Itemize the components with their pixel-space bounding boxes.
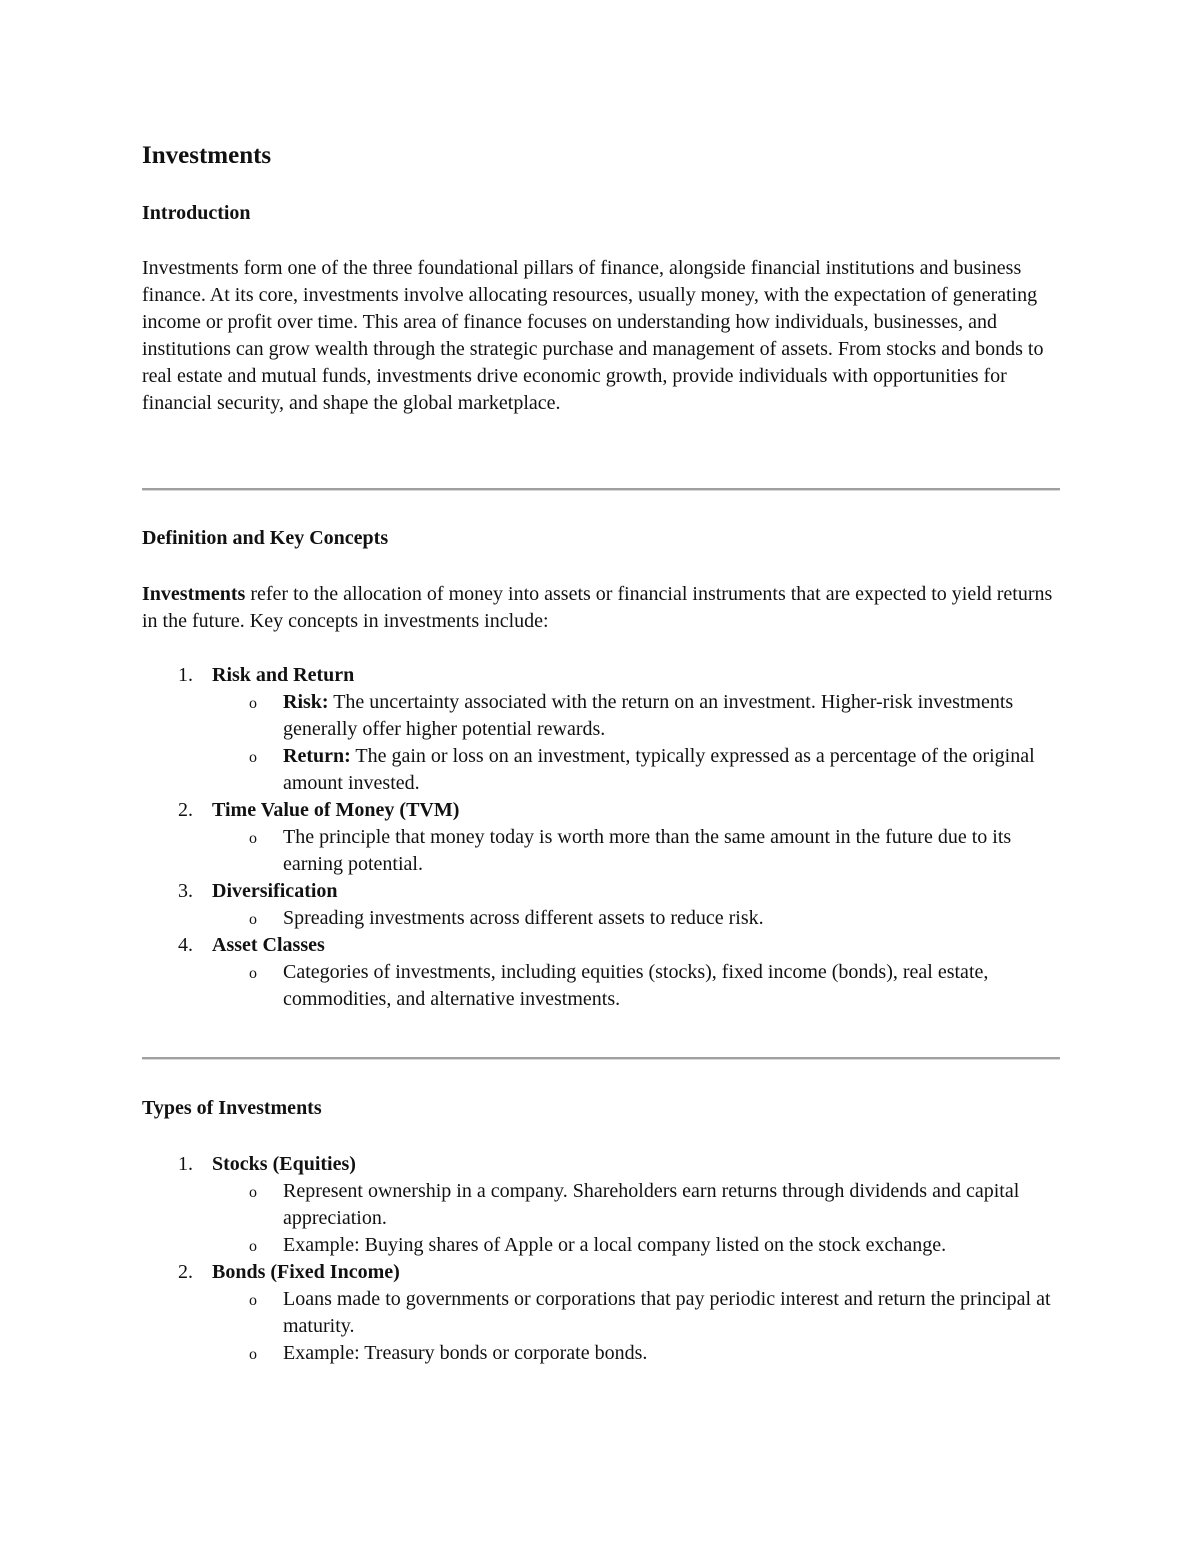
definition-heading: Definition and Key Concepts <box>142 527 389 549</box>
list-item-number: 4. <box>178 934 193 956</box>
list-item-number: 2. <box>178 1261 193 1283</box>
list-item-title: Bonds (Fixed Income) <box>212 1261 400 1283</box>
document-title: Investments <box>142 142 272 169</box>
section-divider <box>142 488 1060 491</box>
bullet-icon: o <box>249 911 257 928</box>
list-item-title: Risk and Return <box>212 664 355 686</box>
sub-item <box>142 905 1060 932</box>
list-item-title: Stocks (Equities) <box>212 1153 356 1175</box>
list-item <box>142 1151 1060 1259</box>
definition-paragraph <box>142 581 1060 635</box>
list-item-title: Asset Classes <box>212 934 325 956</box>
list-item-number: 3. <box>178 880 193 902</box>
definition-lead-text: refer to the allocation of money into assets or financial instruments that are expected to yield returns in the future. Key concepts in investments include: <box>142 583 1053 632</box>
sub-item <box>142 824 1060 878</box>
bullet-icon: o <box>249 1346 257 1363</box>
sub-item <box>142 689 1060 743</box>
sub-item-text: Loans made to governments or corporations that pay periodic interest and return the principal at maturity. <box>283 1288 1051 1337</box>
sub-item-text: Categories of investments, including equities (stocks), fixed income (bonds), real estate, commodities, and alternative investments. <box>283 961 989 1010</box>
bullet-icon: o <box>249 830 257 847</box>
sub-item <box>142 1232 1060 1259</box>
sub-item-label: Return: <box>283 745 351 767</box>
sub-item <box>142 1340 1060 1367</box>
sub-item-text: The uncertainty associated with the return on an investment. Higher-risk investments generally offer higher potential rewards. <box>283 691 1014 740</box>
list-item-number: 2. <box>178 799 193 821</box>
types-heading: Types of Investments <box>142 1097 322 1119</box>
list-item-number: 1. <box>178 1153 193 1175</box>
definition-lead-term: Investments <box>142 583 246 605</box>
sub-item-text: The principle that money today is worth more than the same amount in the future due to its earning potential. <box>283 826 1012 875</box>
sub-item-text: Example: Treasury bonds or corporate bonds. <box>283 1342 648 1364</box>
list-item <box>142 932 1060 1013</box>
sub-item-label: Risk: <box>283 691 329 713</box>
sub-item-text: Spreading investments across different assets to reduce risk. <box>283 907 764 929</box>
list-item <box>142 1259 1060 1367</box>
bullet-icon: o <box>249 1184 257 1201</box>
introduction-heading: Introduction <box>142 202 251 224</box>
list-item <box>142 797 1060 878</box>
key-concepts-list <box>142 662 1060 1013</box>
sub-item-text: The gain or loss on an investment, typically expressed as a percentage of the original amount invested. <box>283 745 1035 794</box>
sub-item <box>142 1286 1060 1340</box>
sub-item <box>142 743 1060 797</box>
list-item-number: 1. <box>178 664 193 686</box>
sub-item-text: Example: Buying shares of Apple or a local company listed on the stock exchange. <box>283 1234 947 1256</box>
bullet-icon: o <box>249 1292 257 1309</box>
sub-item <box>142 1178 1060 1232</box>
bullet-icon: o <box>249 749 257 766</box>
sub-item <box>142 959 1060 1013</box>
bullet-icon: o <box>249 695 257 712</box>
introduction-paragraph: Investments form one of the three foundational pillars of finance, alongside financial institutions and business finance. At its core, investments involve allocating resources, usually money, with the expectation of generating income or profit over time. This area of finance focuses on understanding how individuals, businesses, and institutions can grow wealth through the strategic purchase and management of assets. From stocks and bonds to real estate and mutual funds, investments drive economic growth, provide individuals with opportunities for financial security, and shape the global marketplace. <box>142 257 1044 414</box>
list-item <box>142 878 1060 932</box>
investment-types-list <box>142 1151 1060 1367</box>
bullet-icon: o <box>249 1238 257 1255</box>
list-item-title: Diversification <box>212 880 338 902</box>
bullet-icon: o <box>249 965 257 982</box>
section-divider <box>142 1057 1060 1060</box>
list-item-title: Time Value of Money (TVM) <box>212 799 460 821</box>
sub-item-text: Represent ownership in a company. Shareholders earn returns through dividends and capital appreciation. <box>283 1180 1020 1229</box>
list-item <box>142 662 1060 797</box>
